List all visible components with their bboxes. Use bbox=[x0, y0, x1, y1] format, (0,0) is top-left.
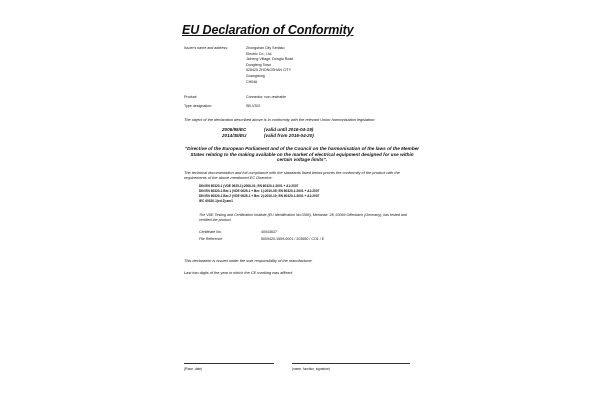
document-title: EU Declaration of Conformity bbox=[182, 23, 354, 37]
place-date-label: (Place, date) bbox=[184, 367, 203, 371]
directive-title: "Directive of the European Parliament and of the Council on the harmonisation of the laws of the Member States relating to the making available on the market of electrical equipment designed for use within certain voltage limits". bbox=[184, 146, 420, 163]
issuer-address bbox=[246, 46, 293, 85]
standard-item: IEC 60320-1(ed.2);am1 bbox=[199, 199, 233, 204]
directive-validity: (valid from 2016-04-20) bbox=[264, 133, 314, 138]
certificate-row bbox=[199, 230, 419, 236]
address-line: CHINA bbox=[246, 79, 258, 84]
place-date-signature-line bbox=[184, 363, 274, 364]
responsibility-statement: This declaration is issued under the sole responsibility of the manufacturer. bbox=[184, 258, 313, 263]
file-reference-label: File Reference bbox=[199, 237, 223, 241]
product-label: Product: bbox=[184, 95, 198, 99]
product-row bbox=[184, 95, 384, 101]
standards-list bbox=[199, 184, 319, 204]
address-line: Jicheng Village, Dongfu Road bbox=[246, 57, 294, 62]
technical-statement: The technical documentation and full compliance with the standards listed below proves the conformity of the product with the requirements of the above-mentioned EC Directive: bbox=[184, 170, 400, 180]
address-line: Electric Co., Ltd. bbox=[246, 51, 273, 56]
testing-statement: The VDE Testing and Certification Institute (EU Identification No.0366), Merianstr. 28, 63069 Offenbach (Germany), has tested and certified the product. bbox=[199, 213, 407, 223]
conformity-statement: The object of the declaration described above is in conformity with the relevant Union harmonisation legislation: bbox=[184, 117, 376, 122]
standard-item: DIN EN 60320-1 Ber.2 (VDE 0625-1 + Ber. 2):2010-10; EN 60320-1:2001 + A1:2007 bbox=[199, 194, 320, 199]
directive-validity: (valid until 2016-04-19) bbox=[264, 127, 314, 132]
product-value: Connector, non-rewirable bbox=[246, 95, 287, 99]
file-reference-value: 5009420-1559-0001 / 203550 / CO1 / E bbox=[261, 237, 325, 241]
directive-list bbox=[222, 127, 362, 139]
directive-code: 2014/35/EU bbox=[222, 133, 247, 138]
issuer-label: Issuer's name and address: bbox=[184, 46, 229, 50]
directive-row bbox=[222, 133, 362, 139]
type-row bbox=[184, 104, 384, 110]
certificate-value: 40043637 bbox=[261, 230, 277, 234]
address-line: Guangdong bbox=[246, 73, 265, 78]
name-function-label: (name, function, signature) bbox=[292, 367, 330, 371]
certificate-label: Certificate No. bbox=[199, 230, 222, 234]
directive-code: 2006/95/EC bbox=[222, 127, 247, 132]
ce-marking-statement: Last two digits of the year in which the CE marking was affixed: bbox=[184, 270, 293, 275]
type-label: Type designation: bbox=[184, 104, 213, 108]
address-line: Zhongshan City Senbao bbox=[246, 46, 285, 50]
file-reference-row bbox=[199, 237, 419, 243]
address-line: 528425 ZHONGSHAN CITY bbox=[246, 68, 292, 73]
name-signature-line bbox=[292, 363, 410, 364]
address-line: Dongfeng Town bbox=[246, 62, 271, 67]
standard-item: DIN EN 60320-1 Ber.1 (VDE 0625-1 + Ber. 1):2010-05; EN 60320-1:2001 + A1:2007 bbox=[199, 189, 320, 194]
type-value: SB-V302 bbox=[246, 104, 261, 108]
standard-item: DIN EN 60320-1 (VDE 0625-1):2006-01; EN 60320-1:2001 + A1:2007 bbox=[199, 184, 299, 188]
